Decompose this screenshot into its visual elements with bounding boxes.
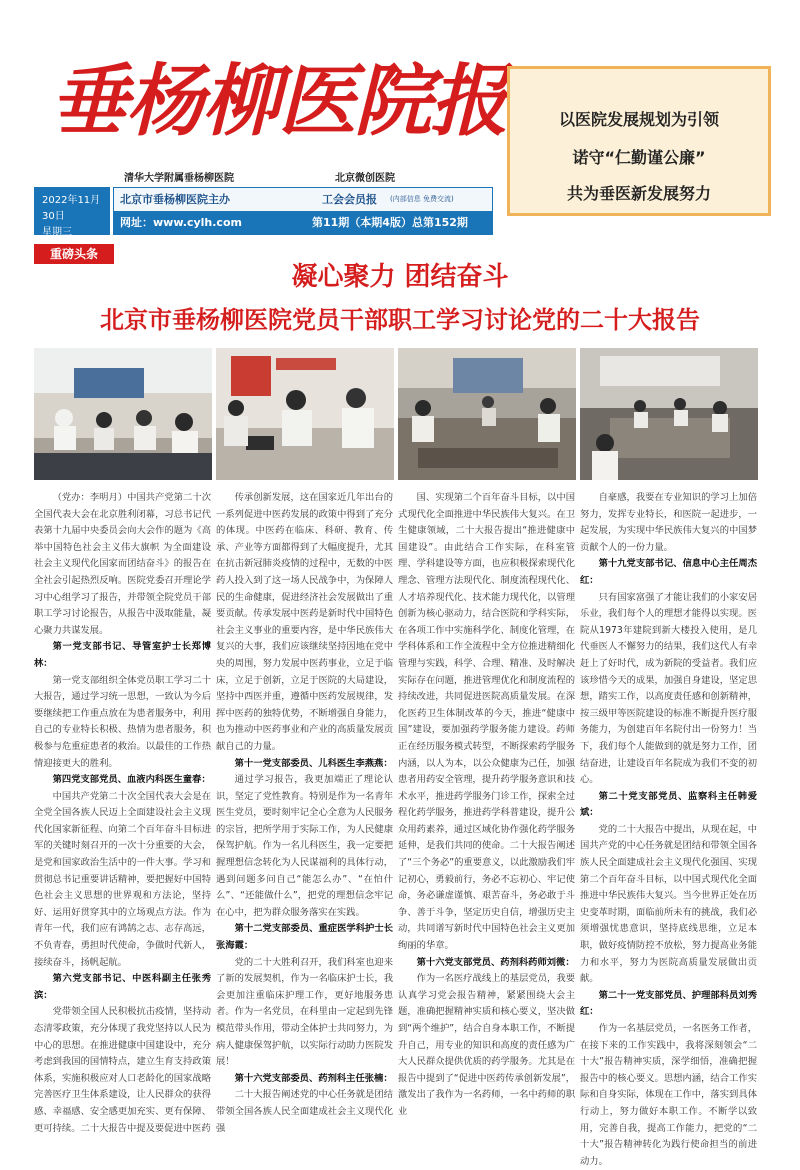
info-row-website bbox=[114, 211, 492, 234]
promo-line-2: 诺守“仁勤谨公廉” bbox=[572, 148, 706, 167]
section-heading: 第四党支部党员、血液内科医生童春： bbox=[52, 774, 211, 786]
website-link[interactable]: 网址：www.cylh.com bbox=[120, 216, 242, 229]
article-column-2 bbox=[216, 490, 393, 1137]
section-heading: 第十一党支部委员、儿科医生李燕燕： bbox=[234, 757, 393, 769]
article-column-1 bbox=[34, 490, 211, 1137]
section-heading: 第十九党支部书记、信息中心主任周杰红： bbox=[580, 558, 757, 586]
article-paragraph: 党的二十大胜利召开，我们科室也迎来了新的发展契机，作为一名临床护士长，我会更加注重临床护理工作，更好地服务患者。作为一名党员，在科里由一定起到先锋模范带头作用，带动全体护士共同努力，为病人健康保驾护航，以实际行动助力医院发展！ bbox=[216, 956, 393, 1068]
article-paragraph: 传承创新发展，这在国家近几年出台的一系列促进中医药发展的政策中得到了充分的体现。中医药在临床、科研、教育、传承、产业等方面都得到了大幅度提升，尤其在抗击新冠肺炎疫情的过程中，无数的中医药人投入到了这一场人民战争中，为保障人民的生命健康，促进经济社会发展做出了重要贡献。传承发展中医药是新时代中国特色社会主义事业的重要内容，是中华民族伟大复兴的大事，我们应该继续坚持因地在党中央的周围，努力发展中医药事业，立足于临床，立足于创新，立足于医院的大局建设，坚持中西医并重，遵循中医药发展规律，发挥中医药的独特优势，不断增强自身能力，也为推动中医药事业和产业的高质量发展贡献自己的力量。 bbox=[216, 492, 393, 752]
union-text: 工会会员报 bbox=[322, 193, 377, 206]
article-column-4 bbox=[580, 490, 757, 1170]
issue-number: 第11期（本期4版）总第152期 bbox=[312, 216, 468, 229]
section-heading: 第十六党支部党员、药剂科药师刘微： bbox=[416, 956, 575, 968]
meeting-photo-3 bbox=[398, 348, 576, 480]
issue-weekday: 星期三 bbox=[42, 227, 72, 238]
meeting-photo-2 bbox=[216, 348, 394, 480]
article-paragraph: 二十大报告阐述党的中心任务就是团结带领全国各族人民全面建成社会主义现代化强 bbox=[216, 1089, 393, 1134]
promo-line-1: 以医院发展规划为引领 bbox=[558, 110, 719, 129]
article-paragraph: 中国共产党第二十次全国代表大会是在全党全国各族人民迈上全面建设社会主义现代化国家新征程、向第二个百年奋斗目标进军的关键时刻召开的一次十分重要的大会，是党和国家政治生活中的一件大事。学习和贯彻总书记重要讲话精神，要把握好中国特色社会主义思想的世界观和方法论，坚持好、运用好贯穿其中的立场观点方法。作为青年一代，我们应有鸿鹄之志、志存高远，不负青春，勇担时代使命，争做时代新人，接续奋斗，扬帆起航。 bbox=[34, 790, 211, 968]
article-paragraph: 只有国家富强了才能让我们的小家安居乐业，我们每个人的理想才能得以实现。医院从1973年建院到新大楼投入使用，是几代垂医人不懈努力的结果，我们这代人有幸赶上了好时代，成为新院的受益者。我们应该珍惜今天的成果，加强自身建设，坚定思想，踏实工作，以高度责任感和创新精神，按三级甲等医院建设的标准不断提升医疗服务能力，为创建百年名院付出一份努力！当下，我们每个人能做到的就是努力工作，团结奋进，让建设百年名院成为我们不变的初心。 bbox=[580, 591, 757, 786]
article-paragraph: 党的二十大报告中提出，从现在起，中国共产党的中心任务就是团结和带领全国各族人民全面建成社会主义现代化强国、实现第二个百年奋斗目标，以中国式现代化全面推进中华民族伟大复兴。当今世界正处在历史变革时期，面临前所未有的挑战，我们必须增强忧患意识，坚持底线思维，立足本职，做好疫情防控不放松，努力提高业务能力和水平，努力为医院高质量发展做出贡献。 bbox=[580, 823, 757, 985]
article-paragraph: 第一党支部组织全体党员职工学习二十大报告，通过学习统一思想，一致认为今后要继续把工作重点放在为患者服务中，利用自己的专业特长积极、热情为患者服务，积极参与危重症患者的救治。以最佳的工作热情迎接更大的胜利。 bbox=[34, 674, 211, 769]
article-column-3 bbox=[398, 490, 575, 1121]
section-tag: 重磅头条 bbox=[34, 244, 114, 264]
info-row-organizer bbox=[114, 188, 492, 212]
section-heading: 第一党支部书记、导管室护士长郑博林： bbox=[34, 641, 211, 669]
issue-date: 2022年11月30日 bbox=[42, 195, 101, 222]
newspaper-masthead-title: 垂杨柳医院报 bbox=[50, 56, 507, 147]
section-heading: 第二十一党支部党员、护理部科员刘秀红： bbox=[580, 989, 757, 1018]
promo-line-3: 共为垂医新发展努力 bbox=[566, 184, 711, 203]
article-paragraph: 党带领全国人民积极抗击疫情，坚持动态清零政策，充分体现了我党坚持以人民为中心的思想。在推进健康中国建设中，充分考虑到我国的国情特点，建立生育支持政策体系，实施积极应对人口老龄化的国家战略完善医疗卫生体系建设，让人民群众的获得感、幸福感、安全感更加充实、更有保障、更可持续。二十大报告中提及要促进中医药 bbox=[34, 1006, 211, 1134]
promo-box bbox=[507, 66, 771, 216]
info-bar bbox=[113, 187, 493, 235]
organizer-text: 北京市垂杨柳医院主办 bbox=[120, 193, 230, 206]
headline-line-1: 凝心聚力 团结奋斗 bbox=[291, 262, 509, 292]
headline-line-2: 北京市垂杨柳医院党员干部职工学习讨论党的二十大报告 bbox=[100, 306, 700, 334]
affiliation-right: 北京微创医院 bbox=[335, 173, 395, 184]
meeting-photo-1 bbox=[34, 348, 212, 480]
date-box bbox=[34, 187, 110, 238]
affiliation-left: 清华大学附属垂杨柳医院 bbox=[124, 173, 234, 184]
section-heading: 第六党支部书记、中医科副主任张秀滨： bbox=[34, 973, 211, 1001]
article-paragraph: 作为一名医疗战线上的基层党员，我要认真学习党会报告精神，紧紧围绕大会主题，准确把握精神实质和核心要义，坚决做到“两个维护”，结合自身本职工作，不断提升自己，用专业的知识和高度的责任感为广大人民群众提供优质的药学服务。尤其是在报告中提到了“促进中医药传承创新发展”，激发出了我作为一名药师，一名中药师的职业 bbox=[398, 973, 575, 1117]
section-heading: 第十二党支部委员、重症医学科护士长张海霞： bbox=[216, 923, 393, 952]
article-paragraph: 作为一名基层党员，一名医务工作者，在接下来的工作实践中，我将深刻领会“二十大”报告精神实质，深学细悟，准确把握报告中的核心要义。思想内涵，结合工作实际和自身实际，体现在工作中，落实到具体行动上，努力做好本职工作。不断学以致用，完善自我，提高工作能力，把党的“二十大”报告精神转化为践行使命担当的前进动力。 bbox=[580, 1023, 757, 1167]
meeting-photo-4 bbox=[580, 348, 758, 480]
article-paragraph: 通过学习报告，我更加端正了理论认识，坚定了党性教育。特别是作为一名青年医生党员，要时刻牢记全心全意为人民服务的宗旨，把所学用于实际工作，为人民健康保驾护航。作为一名儿科医生，我一定要把握理想信念转化为人民谋福利的具体行动，遇到问题多问自己“能怎么办”、“在怕什么”、“还能做什么”，把党的理想信念牢记在心中，把为群众服务落实在实践。 bbox=[216, 774, 393, 918]
article-paragraph: （党办：李明月）中国共产党第二十次全国代表大会在北京胜利闭幕，习总书记代表第十九届中央委员会向大会作的题为《高举中国特色社会主义伟大旗帜 为全面建设社会主义现代化国家而团结奋斗》的报告在全社会引起热烈反响。医院党委召开理论学习中心组学习了报告，并带领全院党员干部职工学习讨论报告，从报告中汲取能量，凝心聚力共谋发展。 bbox=[34, 492, 211, 636]
section-heading: 第十六党支部委员、药剂科主任张楠： bbox=[234, 1072, 393, 1084]
section-heading: 第二十党支部党员、监察科主任韩爱斌： bbox=[580, 790, 757, 819]
union-note: (内部信息 免费交流) bbox=[390, 195, 454, 203]
article-paragraph: 自豪感，我要在专业知识的学习上加倍努力，发挥专业特长，和医院一起进步，一起发展，为实现中华民族伟大复兴的中国梦贡献个人的一份力量。 bbox=[580, 492, 757, 553]
article-paragraph: 国、实现第二个百年奋斗目标，以中国式现代化全面推进中华民族伟大复兴。在卫生健康领域，二十大报告提出“推进健康中国建设”。由此结合工作实际，在科室管理、学科建设等方面，也应积极探索现代化理念、管理方法现代化、制度流程现代化、人才培养现代化、技术能力现代化，以管理创新为核心驱动力，结合医院和学科实际，在各项工作中实施科学化、制度化管理，在学科体系和工作全流程中全方位推进精细化管理与实践，科学、合理、精准、及时解决实际存在问题，推进管理优化和制度流程的持续改进，共同促进医院高质量发展。在深化医药卫生体制改革的今天，推进“健康中国”建设，要加强药学服务能力建设。药师正在经历服务模式转型，不断探索药学服务内涵，以人为本，以公众健康为己任，加强患者用药安全管理，提升药学服务意识和技术水平，推进药学服务门诊工作，探索全过程化药学服务，推进药学科普建设，提升公众用药素养，通过区域化协作强化药学服务延伸，是我们共同的使命。二十大报告阐述了“三个务必”的重要意义，以此激励我们牢记初心，勇毅前行，务必不忘初心、牢记使命，务必谦虚谨慎、艰苦奋斗，务必敢于斗争、善于斗争，坚定历史自信，增强历史主动，共同谱写新时代中国特色社会主义更加绚丽的华章。 bbox=[398, 492, 575, 952]
